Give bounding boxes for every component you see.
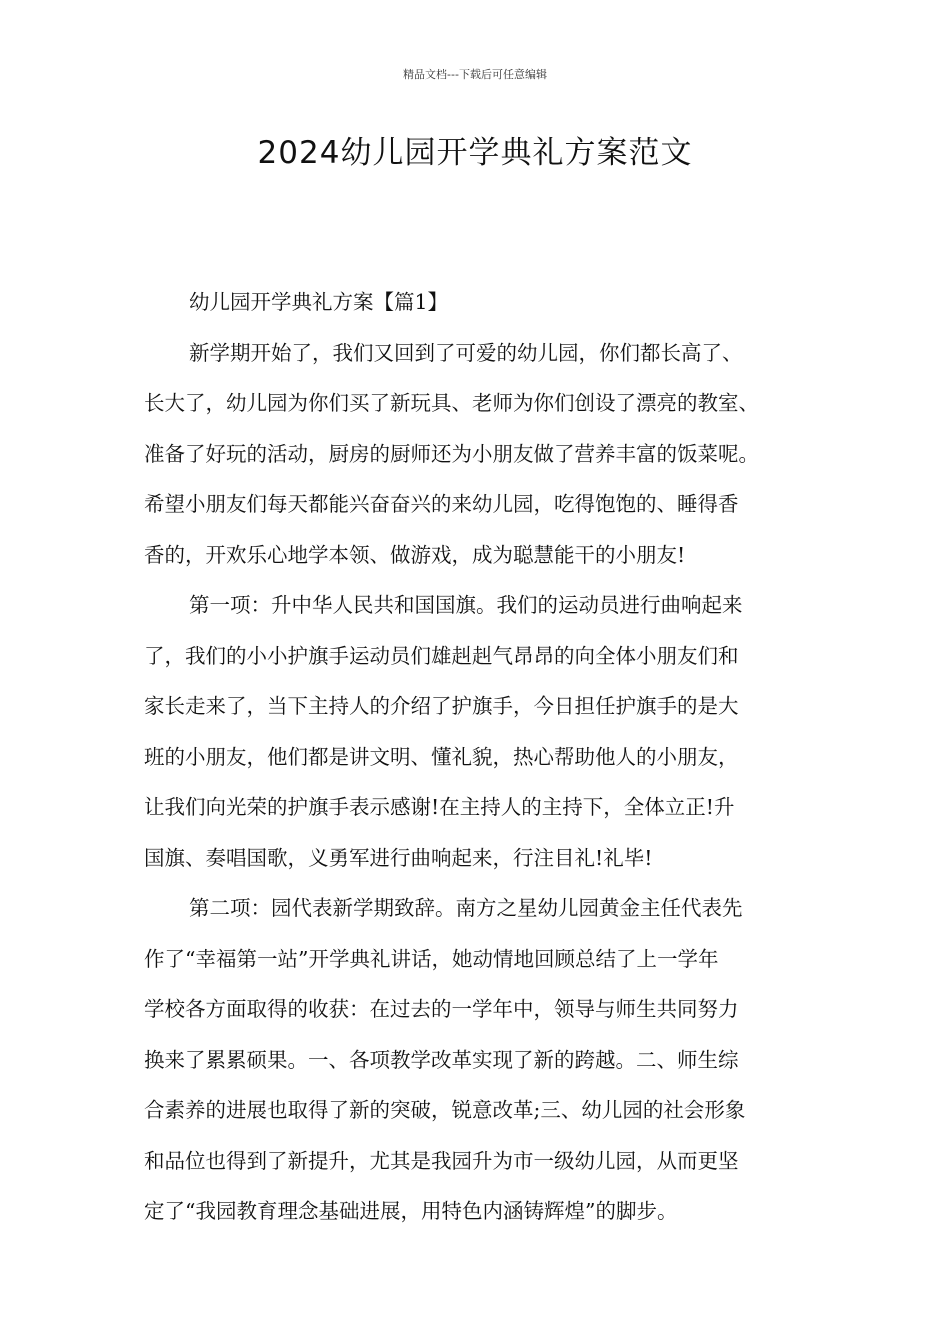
header-note: 精品文档---下载后可任意编辑: [403, 68, 547, 81]
text-line: 和品位也得到了新提升，尤其是我园升为市一级幼儿园，从而更坚: [144, 1148, 739, 1173]
text-line: 香的，开欢乐心地学本领、做游戏，成为聪慧能干的小朋友!: [144, 542, 686, 567]
text-line: 班的小朋友，他们都是讲文明、懂礼貌，热心帮助他人的小朋友，: [144, 744, 739, 769]
text-line: 希望小朋友们每天都能兴奋奋兴的来幼儿园，吃得饱饱的、睡得香: [144, 492, 739, 516]
text-line: 准备了好玩的活动，厨房的厨师还为小朋友做了营养丰富的饭菜呢。: [144, 441, 759, 466]
text-line: 长大了，幼儿园为你们买了新玩具、老师为你们创设了漂亮的教室、: [144, 391, 759, 415]
text-line: 第二项：园代表新学期致辞。南方之星幼儿园黄金主任代表先: [189, 896, 743, 920]
text-line: 学校各方面取得的收获：在过去的一学年中，领导与师生共同努力: [144, 997, 739, 1021]
text-line: 幼儿园开学典礼方案【篇1】: [189, 290, 449, 314]
text-line: 了，我们的小小护旗手运动员们雄赳赳气昂昂的向全体小朋友们和: [144, 643, 739, 668]
document-body: [144, 277, 820, 1237]
document-title: 2024幼儿园开学典礼方案范文: [257, 135, 693, 171]
text-line: 新学期开始了，我们又回到了可爱的幼儿园，你们都长高了、: [189, 340, 743, 365]
text-line: 换来了累累硕果。一、各项教学改革实现了新的跨越。二、师生综: [144, 1047, 739, 1072]
text-line: 国旗、奏唱国歌，义勇军进行曲响起来，行注目礼!礼毕!: [144, 845, 653, 870]
text-line: 第一项：升中华人民共和国国旗。我们的运动员进行曲响起来: [189, 593, 743, 617]
text-line: 家长走来了，当下主持人的介绍了护旗手，今日担任护旗手的是大: [144, 694, 739, 718]
text-line: 合素养的进展也取得了新的突破，锐意改革;三、幼儿园的社会形象: [144, 1098, 746, 1122]
text-line: 定了“我园教育理念基础进展，用特色内涵铸辉煌”的脚步。: [144, 1199, 678, 1223]
text-line: 作了“幸福第一站”开学典礼讲话，她动情地回顾总结了上一学年: [144, 946, 719, 971]
text-line: 让我们向光荣的护旗手表示感谢!在主持人的主持下，全体立正!升: [144, 795, 735, 819]
